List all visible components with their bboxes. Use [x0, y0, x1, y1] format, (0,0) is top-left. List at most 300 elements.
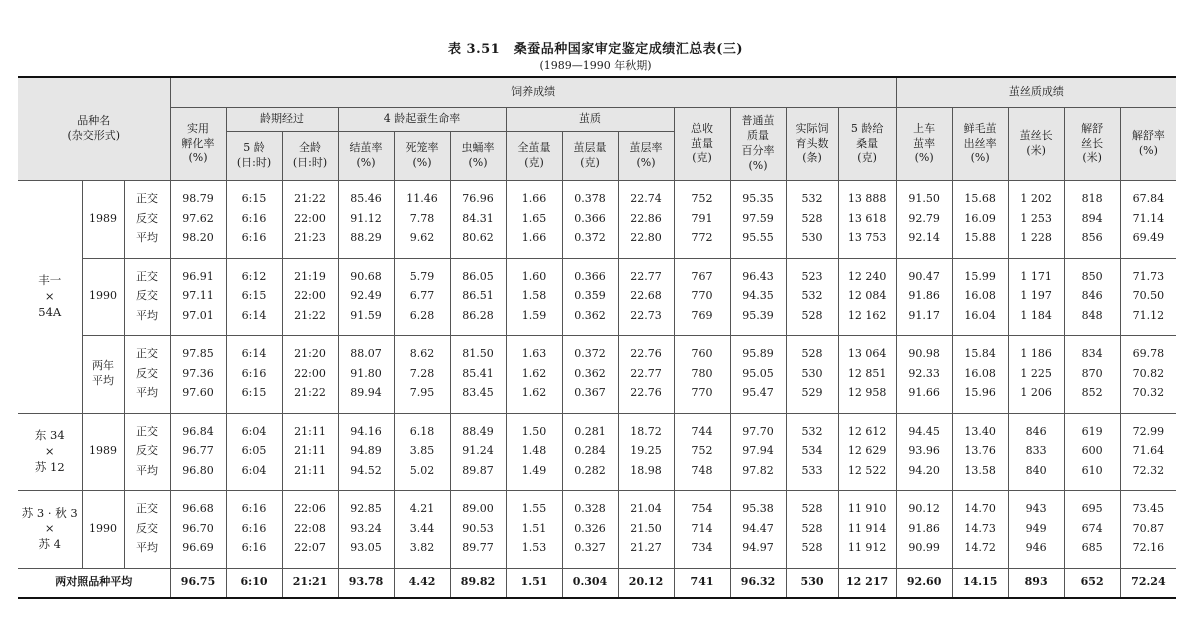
cross-type: 反交	[124, 287, 170, 307]
data-cell: 16.04	[952, 307, 1008, 336]
data-cell: 1.66	[506, 229, 562, 258]
data-cell: 1.58	[506, 287, 562, 307]
data-cell: 6:16	[226, 520, 282, 540]
data-cell: 91.86	[896, 287, 952, 307]
year-label: 1989	[82, 413, 124, 491]
header-normal-cocoon: 普通茧 质量 百分率 (%)	[730, 108, 786, 181]
data-cell: 528	[786, 539, 838, 568]
data-cell: 89.87	[450, 462, 506, 491]
data-cell: 0.366	[562, 210, 618, 230]
header-cocoon-quality: 茧质	[506, 108, 674, 132]
data-cell: 848	[1064, 307, 1120, 336]
data-cell: 98.79	[170, 181, 226, 210]
data-cell: 856	[1064, 229, 1120, 258]
data-cell: 12 851	[838, 365, 896, 385]
summary-cell: 96.32	[730, 568, 786, 598]
data-cell: 840	[1008, 462, 1064, 491]
table-row	[18, 442, 1176, 462]
data-cell: 97.70	[730, 413, 786, 442]
cross-type: 正交	[124, 258, 170, 287]
data-cell: 94.97	[730, 539, 786, 568]
header-raw-silk: 鲜毛茧 出丝率 (%)	[952, 108, 1008, 181]
data-cell: 22:00	[282, 287, 338, 307]
data-cell: 943	[1008, 491, 1064, 520]
data-cell: 528	[786, 210, 838, 230]
data-cell: 72.99	[1120, 413, 1176, 442]
summary-cell: 6:10	[226, 568, 282, 598]
data-cell: 94.45	[896, 413, 952, 442]
data-cell: 7.78	[394, 210, 450, 230]
year-label: 1990	[82, 258, 124, 336]
data-cell: 22.73	[618, 307, 674, 336]
data-cell: 94.47	[730, 520, 786, 540]
data-cell: 96.70	[170, 520, 226, 540]
table-row	[18, 413, 1176, 442]
data-cell: 93.96	[896, 442, 952, 462]
cross-type: 平均	[124, 384, 170, 413]
data-cell: 3.44	[394, 520, 450, 540]
data-cell: 16.08	[952, 365, 1008, 385]
data-cell: 21:23	[282, 229, 338, 258]
header-pupa: 虫蛹率 (%)	[450, 132, 506, 181]
data-cell: 3.82	[394, 539, 450, 568]
data-cell: 533	[786, 462, 838, 491]
data-cell: 818	[1064, 181, 1120, 210]
data-cell: 73.45	[1120, 491, 1176, 520]
table-row	[18, 258, 1176, 287]
data-cell: 6:16	[226, 229, 282, 258]
summary-cell: 741	[674, 568, 730, 598]
data-cell: 12 612	[838, 413, 896, 442]
data-cell: 846	[1064, 287, 1120, 307]
table-row	[18, 336, 1176, 365]
data-cell: 18.72	[618, 413, 674, 442]
data-cell: 97.11	[170, 287, 226, 307]
data-cell: 3.85	[394, 442, 450, 462]
cross-type: 正交	[124, 181, 170, 210]
data-cell: 0.378	[562, 181, 618, 210]
header-cocooning: 结茧率 (%)	[338, 132, 394, 181]
data-cell: 92.33	[896, 365, 952, 385]
data-cell: 752	[674, 442, 730, 462]
data-cell: 90.68	[338, 258, 394, 287]
table-row	[18, 520, 1176, 540]
data-cell: 22:00	[282, 210, 338, 230]
data-cell: 96.43	[730, 258, 786, 287]
header-whole-cocoon: 全茧量 (克)	[506, 132, 562, 181]
data-cell: 791	[674, 210, 730, 230]
data-cell: 91.86	[896, 520, 952, 540]
data-cell: 1.48	[506, 442, 562, 462]
header-silk-group: 茧丝质成绩	[896, 77, 1176, 108]
data-cell: 95.39	[730, 307, 786, 336]
summary-row	[18, 568, 1176, 598]
data-cell: 89.77	[450, 539, 506, 568]
header-hatch: 实用 孵化率 (%)	[170, 108, 226, 181]
data-cell: 760	[674, 336, 730, 365]
data-cell: 69.49	[1120, 229, 1176, 258]
data-cell: 94.16	[338, 413, 394, 442]
data-cell: 90.47	[896, 258, 952, 287]
header-survival: 4 龄起蚕生命率	[338, 108, 506, 132]
data-cell: 8.62	[394, 336, 450, 365]
data-cell: 0.366	[562, 258, 618, 287]
data-cell: 95.35	[730, 181, 786, 210]
data-cell: 6:04	[226, 413, 282, 442]
data-cell: 69.78	[1120, 336, 1176, 365]
data-cell: 91.80	[338, 365, 394, 385]
summary-cell: 652	[1064, 568, 1120, 598]
table-title: 表 3.51 桑蚕品种国家审定鉴定成绩汇总表(三)	[448, 42, 743, 57]
data-cell: 1.51	[506, 520, 562, 540]
data-cell: 91.50	[896, 181, 952, 210]
data-cell: 11 912	[838, 539, 896, 568]
data-cell: 81.50	[450, 336, 506, 365]
data-cell: 67.84	[1120, 181, 1176, 210]
data-cell: 767	[674, 258, 730, 287]
data-cell: 0.328	[562, 491, 618, 520]
header-period-all: 全龄 (日:时)	[282, 132, 338, 181]
cross-type: 反交	[124, 520, 170, 540]
data-cell: 96.69	[170, 539, 226, 568]
data-cell: 610	[1064, 462, 1120, 491]
data-cell: 86.05	[450, 258, 506, 287]
data-cell: 5.02	[394, 462, 450, 491]
data-cell: 88.29	[338, 229, 394, 258]
data-cell: 770	[674, 287, 730, 307]
data-cell: 71.64	[1120, 442, 1176, 462]
data-cell: 21.27	[618, 539, 674, 568]
data-cell: 780	[674, 365, 730, 385]
data-cell: 94.20	[896, 462, 952, 491]
header-reeling: 上车 茧率 (%)	[896, 108, 952, 181]
data-cell: 12 629	[838, 442, 896, 462]
summary-cell: 96.75	[170, 568, 226, 598]
data-cell: 14.72	[952, 539, 1008, 568]
data-cell: 752	[674, 181, 730, 210]
data-cell: 850	[1064, 258, 1120, 287]
data-cell: 98.20	[170, 229, 226, 258]
data-cell: 22.77	[618, 365, 674, 385]
data-cell: 6:15	[226, 181, 282, 210]
data-cell: 1 171	[1008, 258, 1064, 287]
data-cell: 95.89	[730, 336, 786, 365]
data-cell: 1 186	[1008, 336, 1064, 365]
data-cell: 6:15	[226, 384, 282, 413]
data-cell: 22.76	[618, 336, 674, 365]
table-row	[18, 229, 1176, 258]
data-cell: 532	[786, 413, 838, 442]
data-cell: 13.76	[952, 442, 1008, 462]
header-filament-length: 茧丝长 (米)	[1008, 108, 1064, 181]
data-cell: 92.14	[896, 229, 952, 258]
summary-cell: 530	[786, 568, 838, 598]
data-cell: 91.59	[338, 307, 394, 336]
data-cell: 1 225	[1008, 365, 1064, 385]
data-cell: 6.18	[394, 413, 450, 442]
data-cell: 0.362	[562, 307, 618, 336]
data-cell: 22.68	[618, 287, 674, 307]
header-unwind-rate: 解舒率 (%)	[1120, 108, 1176, 181]
summary-label: 两对照品种平均	[18, 568, 170, 598]
year-label: 两年 平均	[82, 336, 124, 414]
data-cell: 894	[1064, 210, 1120, 230]
data-cell: 11 910	[838, 491, 896, 520]
data-cell: 532	[786, 181, 838, 210]
data-cell: 6:12	[226, 258, 282, 287]
data-cell: 18.98	[618, 462, 674, 491]
data-cell: 91.66	[896, 384, 952, 413]
data-cell: 695	[1064, 491, 1120, 520]
data-cell: 19.25	[618, 442, 674, 462]
header-total-yield: 总收 茧量 (克)	[674, 108, 730, 181]
data-cell: 619	[1064, 413, 1120, 442]
data-cell: 70.87	[1120, 520, 1176, 540]
data-cell: 95.55	[730, 229, 786, 258]
data-cell: 1.62	[506, 365, 562, 385]
data-cell: 6:14	[226, 336, 282, 365]
cross-type: 平均	[124, 539, 170, 568]
data-cell: 97.60	[170, 384, 226, 413]
data-cell: 769	[674, 307, 730, 336]
data-cell: 0.327	[562, 539, 618, 568]
data-cell: 0.281	[562, 413, 618, 442]
data-cell: 1.50	[506, 413, 562, 442]
data-cell: 772	[674, 229, 730, 258]
cross-type: 反交	[124, 442, 170, 462]
summary-cell: 12 217	[838, 568, 896, 598]
data-cell: 685	[1064, 539, 1120, 568]
data-cell: 7.95	[394, 384, 450, 413]
data-cell: 96.84	[170, 413, 226, 442]
data-cell: 15.88	[952, 229, 1008, 258]
data-cell: 16.09	[952, 210, 1008, 230]
data-cell: 1.49	[506, 462, 562, 491]
data-cell: 21:22	[282, 307, 338, 336]
data-cell: 1.63	[506, 336, 562, 365]
data-cell: 7.28	[394, 365, 450, 385]
data-cell: 0.282	[562, 462, 618, 491]
table-row	[18, 491, 1176, 520]
data-cell: 91.12	[338, 210, 394, 230]
data-cell: 6.28	[394, 307, 450, 336]
data-cell: 92.79	[896, 210, 952, 230]
data-cell: 83.45	[450, 384, 506, 413]
summary-cell: 14.15	[952, 568, 1008, 598]
data-cell: 21.04	[618, 491, 674, 520]
data-cell: 13 753	[838, 229, 896, 258]
data-cell: 88.49	[450, 413, 506, 442]
data-cell: 528	[786, 336, 838, 365]
data-cell: 6:04	[226, 462, 282, 491]
table-header	[18, 77, 1176, 181]
data-cell: 6:16	[226, 539, 282, 568]
data-cell: 6:14	[226, 307, 282, 336]
data-cell: 532	[786, 287, 838, 307]
data-cell: 88.07	[338, 336, 394, 365]
cross-type: 正交	[124, 336, 170, 365]
data-cell: 528	[786, 520, 838, 540]
data-cell: 95.47	[730, 384, 786, 413]
data-cell: 846	[1008, 413, 1064, 442]
data-cell: 6:15	[226, 287, 282, 307]
data-cell: 6:16	[226, 491, 282, 520]
data-cell: 530	[786, 365, 838, 385]
data-cell: 16.08	[952, 287, 1008, 307]
data-cell: 714	[674, 520, 730, 540]
data-cell: 90.98	[896, 336, 952, 365]
data-cell: 21:22	[282, 181, 338, 210]
table-subtitle: (1989—1990 年秋期)	[539, 59, 652, 72]
data-cell: 754	[674, 491, 730, 520]
cross-type: 反交	[124, 210, 170, 230]
data-cell: 95.38	[730, 491, 786, 520]
data-cell: 12 958	[838, 384, 896, 413]
data-cell: 1 184	[1008, 307, 1064, 336]
data-cell: 15.96	[952, 384, 1008, 413]
data-cell: 97.36	[170, 365, 226, 385]
variety-name: 苏 3 · 秋 3 × 苏 4	[18, 491, 82, 569]
data-cell: 97.01	[170, 307, 226, 336]
data-cell: 93.24	[338, 520, 394, 540]
data-cell: 0.359	[562, 287, 618, 307]
data-cell: 89.94	[338, 384, 394, 413]
data-cell: 91.17	[896, 307, 952, 336]
data-cell: 71.14	[1120, 210, 1176, 230]
table-row	[18, 307, 1176, 336]
summary-cell: 893	[1008, 568, 1064, 598]
data-cell: 12 240	[838, 258, 896, 287]
data-cell: 1.59	[506, 307, 562, 336]
cross-type: 反交	[124, 365, 170, 385]
summary-cell: 1.51	[506, 568, 562, 598]
data-cell: 70.32	[1120, 384, 1176, 413]
data-cell: 770	[674, 384, 730, 413]
data-cell: 1 206	[1008, 384, 1064, 413]
cross-type: 平均	[124, 462, 170, 491]
data-cell: 72.32	[1120, 462, 1176, 491]
header-actual-heads: 实际饲 育头数 (条)	[786, 108, 838, 181]
data-cell: 90.53	[450, 520, 506, 540]
data-cell: 4.21	[394, 491, 450, 520]
data-cell: 91.24	[450, 442, 506, 462]
data-cell: 22:00	[282, 365, 338, 385]
year-label: 1989	[82, 181, 124, 259]
cross-type: 正交	[124, 491, 170, 520]
data-cell: 852	[1064, 384, 1120, 413]
data-cell: 13 888	[838, 181, 896, 210]
data-cell: 90.99	[896, 539, 952, 568]
summary-cell: 20.12	[618, 568, 674, 598]
table-row	[18, 181, 1176, 210]
header-leaf: 5 龄给 桑量 (克)	[838, 108, 896, 181]
data-cell: 6:05	[226, 442, 282, 462]
data-cell: 13.40	[952, 413, 1008, 442]
data-cell: 97.85	[170, 336, 226, 365]
data-cell: 15.68	[952, 181, 1008, 210]
data-cell: 5.79	[394, 258, 450, 287]
data-cell: 22.80	[618, 229, 674, 258]
data-cell: 89.00	[450, 491, 506, 520]
header-shell-rate: 茧层率 (%)	[618, 132, 674, 181]
data-cell: 76.96	[450, 181, 506, 210]
summary-cell: 89.82	[450, 568, 506, 598]
data-cell: 21:11	[282, 462, 338, 491]
data-cell: 528	[786, 491, 838, 520]
table-body	[18, 181, 1176, 598]
data-cell: 22:07	[282, 539, 338, 568]
data-cell: 94.89	[338, 442, 394, 462]
data-cell: 21:20	[282, 336, 338, 365]
data-cell: 71.12	[1120, 307, 1176, 336]
cross-type: 平均	[124, 229, 170, 258]
data-cell: 0.372	[562, 229, 618, 258]
data-cell: 0.326	[562, 520, 618, 540]
year-label: 1990	[82, 491, 124, 569]
data-cell: 86.51	[450, 287, 506, 307]
data-cell: 15.84	[952, 336, 1008, 365]
data-cell: 0.372	[562, 336, 618, 365]
data-cell: 72.16	[1120, 539, 1176, 568]
data-cell: 97.62	[170, 210, 226, 230]
data-cell: 94.35	[730, 287, 786, 307]
data-cell: 734	[674, 539, 730, 568]
cross-type: 正交	[124, 413, 170, 442]
data-cell: 1 253	[1008, 210, 1064, 230]
data-cell: 1.53	[506, 539, 562, 568]
table-row	[18, 365, 1176, 385]
data-cell: 22:08	[282, 520, 338, 540]
table-row	[18, 210, 1176, 230]
data-cell: 1.60	[506, 258, 562, 287]
data-cell: 95.05	[730, 365, 786, 385]
cross-type: 平均	[124, 307, 170, 336]
data-cell: 0.362	[562, 365, 618, 385]
data-cell: 1 228	[1008, 229, 1064, 258]
table-row	[18, 462, 1176, 491]
data-cell: 600	[1064, 442, 1120, 462]
data-cell: 534	[786, 442, 838, 462]
data-cell: 0.284	[562, 442, 618, 462]
data-cell: 85.46	[338, 181, 394, 210]
data-cell: 96.91	[170, 258, 226, 287]
data-cell: 833	[1008, 442, 1064, 462]
data-cell: 92.49	[338, 287, 394, 307]
data-cell: 1 197	[1008, 287, 1064, 307]
data-cell: 96.77	[170, 442, 226, 462]
data-cell: 1.55	[506, 491, 562, 520]
data-cell: 70.82	[1120, 365, 1176, 385]
data-cell: 1.62	[506, 384, 562, 413]
data-cell: 12 522	[838, 462, 896, 491]
variety-name: 丰一 × 54A	[18, 181, 82, 414]
summary-cell: 4.42	[394, 568, 450, 598]
data-cell: 949	[1008, 520, 1064, 540]
data-cell: 93.05	[338, 539, 394, 568]
data-cell: 1.66	[506, 181, 562, 210]
data-cell: 21:11	[282, 413, 338, 442]
data-cell: 21:19	[282, 258, 338, 287]
data-cell: 97.94	[730, 442, 786, 462]
table-row	[18, 384, 1176, 413]
header-shell-weight: 茧层量 (克)	[562, 132, 618, 181]
data-cell: 96.68	[170, 491, 226, 520]
header-variety: 品种名 (杂交形式)	[18, 77, 170, 181]
variety-name: 东 34 × 苏 12	[18, 413, 82, 491]
data-cell: 12 162	[838, 307, 896, 336]
data-cell: 22.74	[618, 181, 674, 210]
data-cell: 70.50	[1120, 287, 1176, 307]
